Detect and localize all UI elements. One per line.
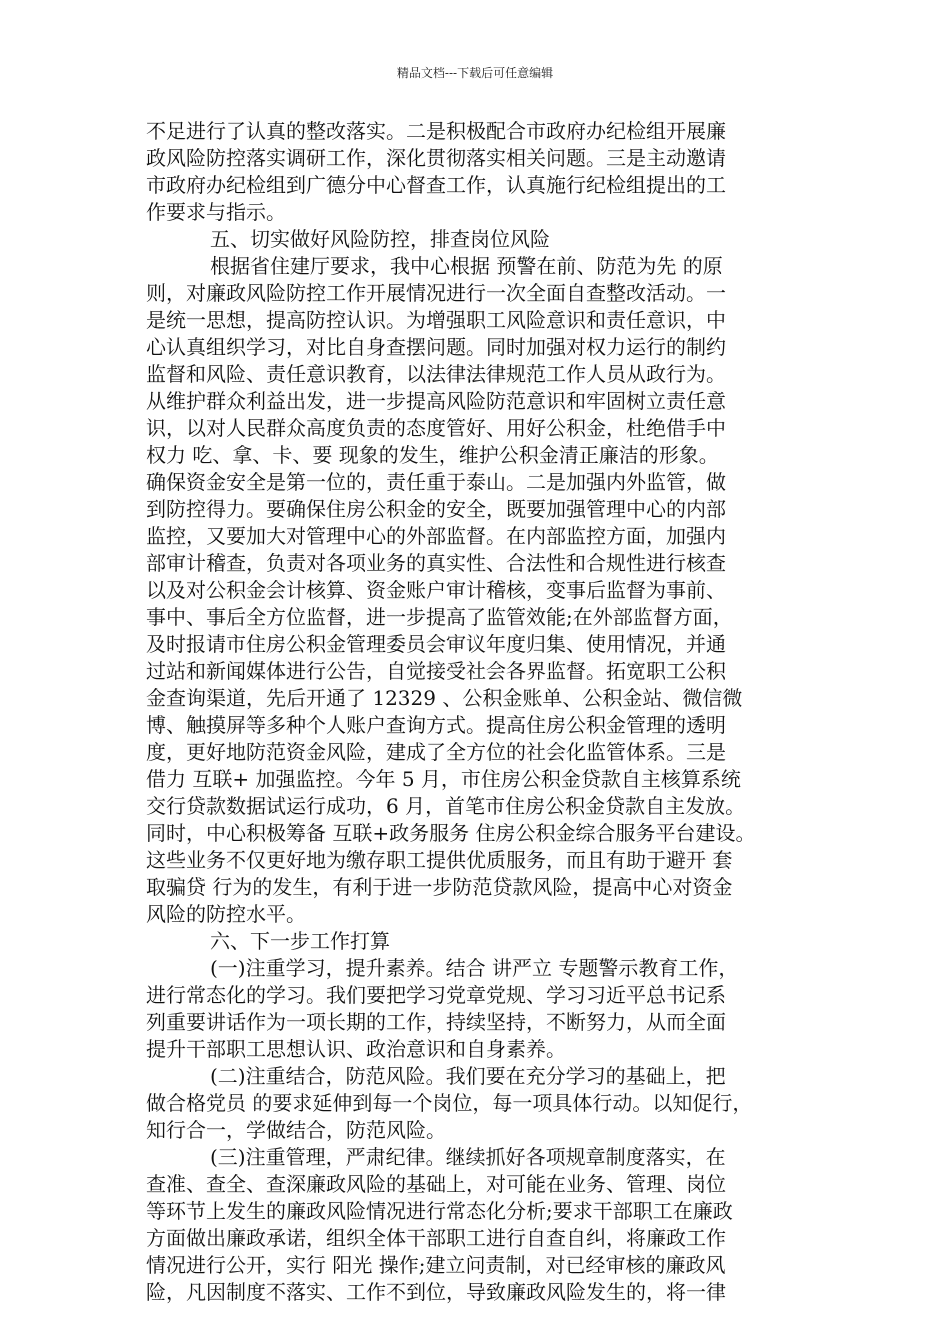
text-line: 作要求与指示。 [146,200,286,224]
text-line: 列重要讲话作为一项长期的工作，持续坚持，不断努力，从而全面 [146,1010,726,1034]
paragraph-start: 根据省住建厅要求，我中心根据 预警在前、防范为先 的原 [210,254,723,278]
text-line: 险，凡因制度不落实、工作不到位，导致廉政风险发生的，将一律 [146,1280,726,1304]
section-heading: 六、下一步工作打算 [210,929,390,953]
text-line: 知行合一，学做结合，防范风险。 [146,1118,446,1142]
text-line: 确保资金安全是第一位的，责任重于泰山。二是加强内外监管，做 [146,470,726,494]
text-line: 不足进行了认真的整改落实。二是积极配合市政府办纪检组开展廉 [146,119,726,143]
text-line: 做合格党员 的要求延伸到每一个岗位，每一项具体行动。以知促行， [146,1091,753,1115]
paragraph-start: (一)注重学习，提升素养。结合 讲严立 专题警示教育工作， [210,956,739,980]
text-line: 交行贷款数据试运行成功，6 月，首笔市住房公积金贷款自主发放。 [146,794,746,818]
text-line: 事中、事后全方位监督，进一步提高了监管效能;在外部监督方面， [146,605,733,629]
text-line: 风险的防控水平。 [146,902,306,926]
text-line: 是统一思想，提高防控认识。为增强职工风险意识和责任意识，中 [146,308,726,332]
text-line: 情况进行公开，实行 阳光 操作;建立问责制，对已经审核的廉政风 [146,1253,726,1277]
text-line: 政风险防控落实调研工作，深化贯彻落实相关问题。三是主动邀请 [146,146,726,170]
text-line: 等环节上发生的廉政风险情况进行常态化分析;要求干部职工在廉政 [146,1199,733,1223]
text-line: 识，以对人民群众高度负责的态度管好、用好公积金，杜绝借手中 [146,416,726,440]
text-line: 取骗贷 行为的发生，有利于进一步防范贷款风险，提高中心对资金 [146,875,733,899]
text-line: 金查询渠道，先后开通了 12329 、公积金账单、公积金站、微信微 [146,686,743,710]
text-line: 过站和新闻媒体进行公告，自觉接受社会各界监督。拓宽职工公积 [146,659,726,683]
text-line: 查准、查全、查深廉政风险的基础上，对可能在业务、管理、岗位 [146,1172,726,1196]
text-line: 同时，中心积极筹备 互联+政务服务 住房公积金综合服务平台建设。 [146,821,756,845]
text-line: 则，对廉政风险防控工作开展情况进行一次全面自查整改活动。一 [146,281,726,305]
text-line: 到防控得力。要确保住房公积金的安全，既要加强管理中心的内部 [146,497,726,521]
paragraph-start: (二)注重结合，防范风险。我们要在充分学习的基础上，把 [210,1064,726,1088]
text-line: 权力 吃、拿、卡、要 现象的发生，维护公积金清正廉洁的形象。 [146,443,719,467]
text-line: 市政府办纪检组到广德分中心督查工作，认真施行纪检组提出的工 [146,173,726,197]
section-heading: 五、切实做好风险防控，排查岗位风险 [210,227,550,251]
paragraph-start: (三)注重管理，严肃纪律。继续抓好各项规章制度落实，在 [210,1145,726,1169]
text-line: 部审计稽查，负责对各项业务的真实性、合法性和合规性进行核查 [146,551,726,575]
page-header: 精品文档---下载后可任意编辑 [396,66,554,80]
document-body [146,118,806,1306]
text-line: 从维护群众利益出发，进一步提高风险防范意识和牢固树立责任意 [146,389,726,413]
text-line: 度，更好地防范资金风险，建成了全方位的社会化监管体系。三是 [146,740,726,764]
text-line: 监督和风险、责任意识教育，以法律法律规范工作人员从政行为。 [146,362,726,386]
text-line: 以及对公积金会计核算、资金账户审计稽核，变事后监督为事前、 [146,578,726,602]
text-line: 方面做出廉政承诺，组织全体干部职工进行自查自纠，将廉政工作 [146,1226,726,1250]
text-line: 提升干部职工思想认识、政治意识和自身素养。 [146,1037,566,1061]
text-line: 监控，又要加大对管理中心的外部监督。在内部监控方面，加强内 [146,524,726,548]
text-line: 博、触摸屏等多种个人账户查询方式。提高住房公积金管理的透明 [146,713,726,737]
text-line: 这些业务不仅更好地为缴存职工提供优质服务，而且有助于避开 套 [146,848,733,872]
text-line: 进行常态化的学习。我们要把学习党章党规、学习习近平总书记系 [146,983,726,1007]
text-line: 心认真组织学习，对比自身查摆问题。同时加强对权力运行的制约 [146,335,726,359]
text-line: 及时报请市住房公积金管理委员会审议年度归集、使用情况，并通 [146,632,726,656]
text-line: 借力 互联+ 加强监控。今年 5 月，市住房公积金贷款自主核算系统 [146,767,741,791]
